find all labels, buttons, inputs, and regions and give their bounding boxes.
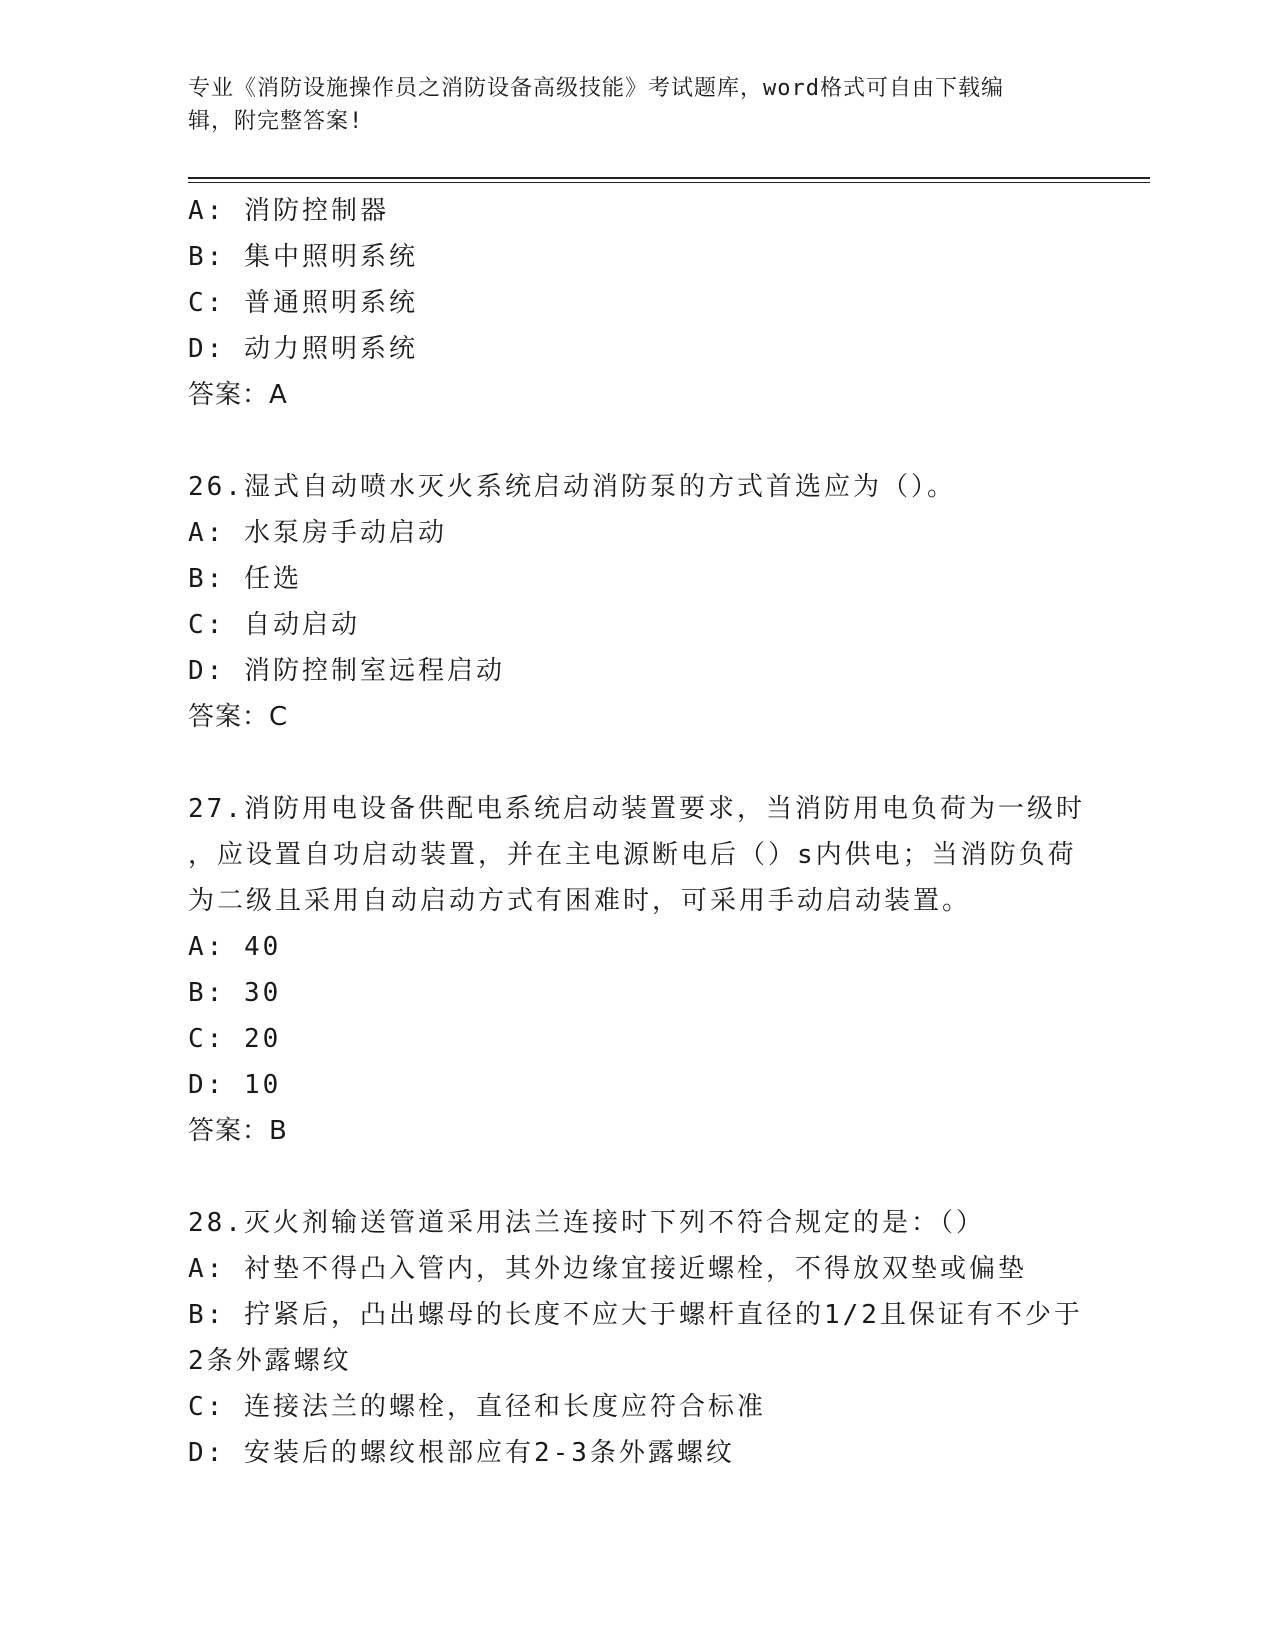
option-d: D: 消防控制室远程启动 [188,656,505,686]
question-stem: 26.湿式自动喷水灭火系统启动消防泵的方式首选应为（）。 [188,472,956,502]
header-divider-thick [188,177,1150,179]
option-c: C: 20 [188,1024,282,1054]
option-c: C: 普通照明系统 [188,288,418,318]
option-c: C: 自动启动 [188,610,360,640]
document-header [188,72,1068,138]
question-27 [188,786,1088,1154]
question-stem: 28.灭火剂输送管道采用法兰连接时下列不符合规定的是：（） [188,1208,985,1238]
option-a: A: 衬垫不得凸入管内，其外边缘宜接近螺栓，不得放双垫或偏垫 [188,1254,1027,1284]
question-stem-line-2: ，应设置自功启动装置，并在主电源断电后（）s内供电；当消防负荷 [188,840,1077,870]
header-line-1: 专业《消防设施操作员之消防设备高级技能》考试题库，word格式可自由下载编 [188,76,1004,101]
question-stem-line-1: 27.消防用电设备供配电系统启动装置要求，当消防用电负荷为一级时 [188,794,1085,824]
option-b: B: 拧紧后，凸出螺母的长度不应大于螺杆直径的1/2且保证有不少于 [188,1300,1083,1330]
header-line-2: 辑，附完整答案! [188,109,364,134]
answer: 答案：B [188,1116,288,1146]
option-d: D: 安装后的螺纹根部应有2-3条外露螺纹 [188,1438,735,1468]
question-25 [188,188,1088,418]
spacer [188,418,1088,464]
option-b: B: 30 [188,978,282,1008]
option-c: C: 连接法兰的螺栓，直径和长度应符合标准 [188,1392,766,1422]
option-a: A: 消防控制器 [188,196,389,226]
answer: 答案：A [188,380,288,410]
spacer [188,740,1088,786]
question-list [188,188,1088,1476]
option-b: B: 任选 [188,564,302,594]
question-28 [188,1200,1088,1476]
option-b: B: 集中照明系统 [188,242,418,272]
option-d: D: 10 [188,1070,282,1100]
option-a: A: 40 [188,932,282,962]
option-d: D: 动力照明系统 [188,334,418,364]
question-stem-line-3: 为二级且采用自动启动方式有困难时，可采用手动启动装置。 [188,886,972,916]
answer: 答案：C [188,702,289,732]
question-26 [188,464,1088,740]
option-a: A: 水泵房手动启动 [188,518,447,548]
header-divider-thin [188,182,1150,183]
spacer [188,1154,1088,1200]
option-b-continued: 2条外露螺纹 [188,1346,352,1376]
